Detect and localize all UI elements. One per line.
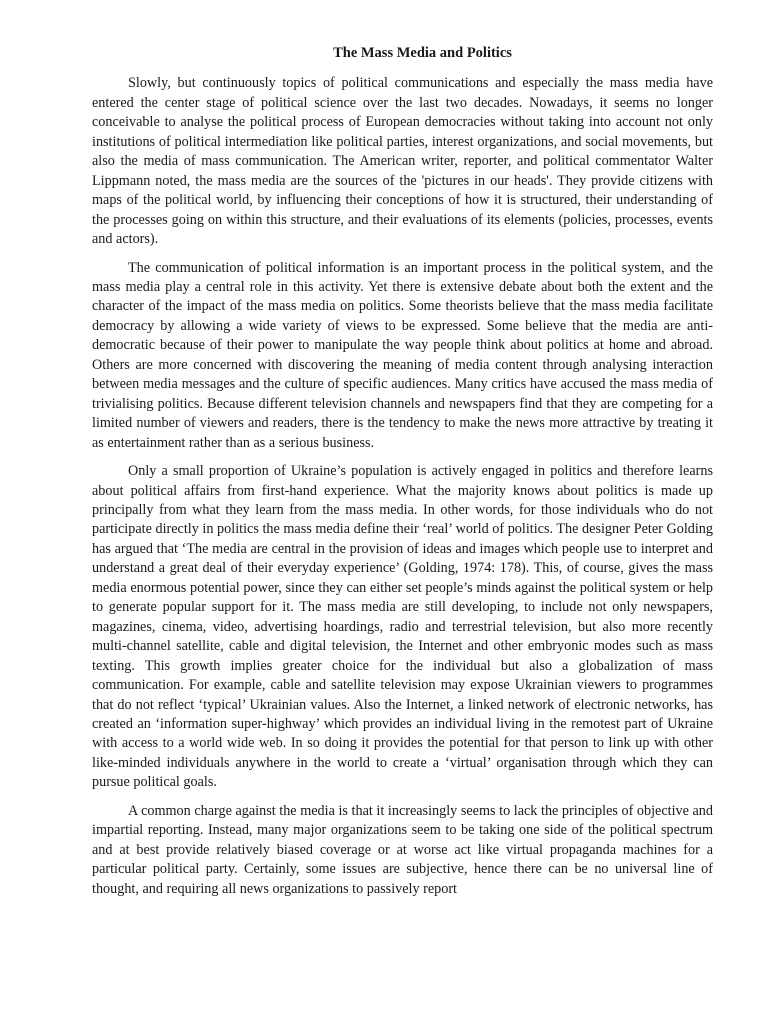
document-page bbox=[92, 44, 713, 908]
paragraph-3: Only a small proportion of Ukraine’s population is actively engaged in politics and therefore learns about political affairs from first-hand experience. What the majority knows about politics is made up principally from what they learn from the mass media. In other words, for those individuals who do not participate directly in politics the mass media define their ‘real’ world of politics. The designer Peter Golding has argued that ‘The media are central in the provision of ideas and images which people use to interpret and understand a great deal of their everyday experience’ (Golding, 1974: 178). This, of course, gives the mass media enormous potential power, since they can either set people’s minds against the political system or help to generate popular support for it. The mass media are still developing, to include not only newspapers, magazines, cinema, video, advertising hoardings, radio and terrestrial television, but also more recently multi-channel satellite, cable and digital television, the Internet and other embryonic modes such as mass texting. This growth implies greater choice for the individual but also a globalization of mass communication. For example, cable and satellite television may expose Ukrainian viewers to programmes that do not reflect ‘typical’ Ukrainian values. Also the Internet, a linked network of electronic networks, has created an ‘information super-highway’ which provides an individual living in the remotest part of Ukraine with access to a world wide web. In so doing it provides the potential for that person to link up with other like-minded individuals anywhere in the world to create a ‘virtual’ organisation through which they can pursue political goals. bbox=[92, 463, 713, 791]
paragraph-2: The communication of political information is an important process in the political system, and the mass media play a central role in this activity. Yet there is extensive debate about both the extent and the character of the impact of the mass media on politics. Some theorists believe that the mass media facilitate democracy by allowing a wide variety of views to be expressed. Some believe that the media are anti-democratic because of their power to manipulate the way people think about politics at home and abroad. Others are more concerned with discovering the meaning of media content through analysing interaction between media messages and the culture of specific audiences. Many critics have accused the mass media of trivialising politics. Because different television channels and newspapers find that they are competing for a limited number of viewers and readers, there is the tendency to make the news more attractive by treating it as entertainment rather than as a serious business. bbox=[92, 259, 713, 451]
paragraph-4: A common charge against the media is that it increasingly seems to lack the principles of objective and impartial reporting. Instead, many major organizations seem to be taking one side of the political spectrum and at best provide relatively biased coverage or at worse act like virtual propaganda machines for a particular political party. Certainly, some issues are subjective, hence there can be no universal line of thought, and requiring all news organizations to passively report bbox=[92, 802, 713, 897]
paragraph-1: Slowly, but continuously topics of political communications and especially the mass media have entered the center stage of political science over the last two decades. Nowadays, it seems no longer conceivable to analyse the political process of European democracies without taking into account not only institutions of political intermediation like political parties, interest organizations, and social movements, but also the media of mass communication. The American writer, reporter, and political commentator Walter Lippmann noted, the mass media are the sources of the 'pictures in our heads'. They provide citizens with maps of the political world, by influencing their conceptions of how it is structured, their understanding of the processes going on within this structure, and their evaluations of its elements (policies, processes, events and actors). bbox=[92, 75, 713, 248]
document-title: The Mass Media and Politics bbox=[333, 45, 512, 61]
